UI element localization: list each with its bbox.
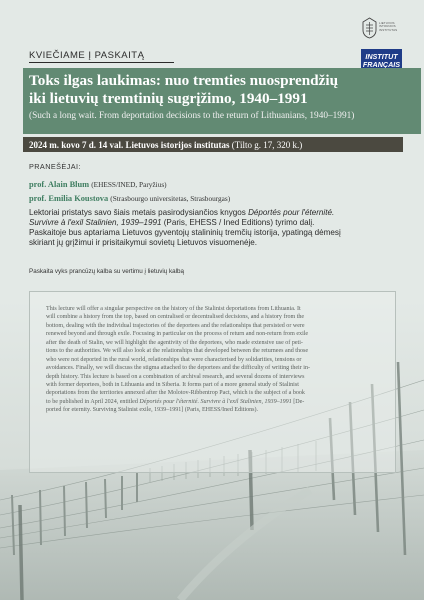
lead-text: (Paris, EHESS / Ined Editions) tyrimo dalį. — [161, 218, 315, 228]
lead-line-4: skiriant jų grįžimui ir prisitaikymui sovietų Lietuvos visuomenėje. — [29, 238, 258, 248]
abstract-line: after the death of Stalin, we will highlight the agentivity of the deportees, who made extensive use of peti- — [46, 339, 303, 346]
date-venue: 2024 m. kovo 7 d. 14 val. Lietuvos istorijos institutas — [29, 139, 230, 150]
book-title: Déportés pour l'éternité. Survivre à l'exil Stalinien, 1939–1991 — [139, 398, 292, 405]
abstract-line: ported for eternity. Surviving Stalinist exile, 1939–1991] (Paris, EHESS/Ined Editions). — [46, 407, 259, 414]
abstract-line: will combine a history from the top, based on centralised or decentralised decisions, and a history from the — [46, 314, 305, 321]
abstract-text — [46, 305, 386, 415]
abstract-line: This lecture will offer a singular perspective on the history of the Stalinist deportations from Lithuania. It — [46, 306, 301, 312]
abstract-line: avoidances. Finally, we will discuss the stigma attached to the deportees and the difficulty of writing their in- — [46, 365, 310, 372]
date-venue-band — [23, 137, 403, 152]
title-band — [23, 68, 421, 134]
abstract-box — [29, 291, 396, 473]
lead-line-3: Paskaitoje bus aptariama Lietuvos gyventojų stalininių tremčių istorija, ypatingą dėmesį — [29, 228, 341, 238]
speaker-2 — [29, 193, 230, 204]
abstract-line: deportations from the territories annexed after the Molotov-Ribbentrop Pact, which is the subject of a book — [46, 390, 305, 397]
title-english-subtitle: (Such a long wait. From deportation decisions to the return of Lithuanians, 1940–1991) — [29, 111, 355, 121]
title-line-1: Toks ilgas laukimas: nuo tremties nuosprendžių — [29, 72, 339, 89]
lead-line-1 — [29, 208, 409, 218]
book-title: Survivre à l'exil Stalinien, 1939–1991 — [29, 218, 162, 228]
kicker-text: KVIEČIAME Į PASKAITĄ — [29, 50, 145, 61]
abstract-line: renewed beyond and through exile. Focusing in particular on the process of return and non-return from exile — [46, 331, 309, 338]
speakers-label: PRANEŠĖJAI: — [29, 162, 81, 171]
speaker-1 — [29, 179, 167, 190]
speaker-name: prof. Emilia Koustova — [29, 194, 109, 203]
language-note: Paskaita vyks prancūzų kalba su vertimu į lietuvių kalbą — [29, 268, 185, 275]
date-venue-text — [29, 139, 302, 151]
speaker-affiliation: (Strasbourgo universitetas, Strasbourgas) — [110, 194, 231, 203]
abstract-line: who were not deported in the rural world, relationships that were characterised by solidarities, tensions or — [46, 356, 302, 363]
abstract-text-part: [De- — [291, 398, 305, 405]
speaker-name: prof. Alain Blum — [29, 180, 90, 189]
logo-line-2: FRANÇAIS — [362, 59, 401, 69]
abstract-line: tions to the authorities. We will also look at the relationships that developed between the returnees and those — [46, 348, 309, 355]
institute-emblem-icon — [362, 17, 377, 39]
abstract-text-part: to be published in April 2024, entitled — [46, 398, 140, 405]
book-title: Déportés pour l'éternité. — [248, 208, 335, 217]
partner-logo-text: LIETUVOS ISTORIJOS INSTITUTAS — [379, 21, 398, 32]
logo-line-1: INSTITUT — [365, 52, 398, 61]
kicker-divider — [29, 62, 174, 63]
partner-logo — [360, 15, 410, 41]
abstract-line: with former deportees, both in Lithuania and in Siberia. It forms part of a more general study of Stalinist — [46, 381, 299, 388]
abstract-line: depth history. This lecture is based on a combination of archival research, and several dozens of interviews — [46, 373, 305, 380]
lead-text: Lektoriai pristatys savo šiais metais pasirodysiančios knygos — [29, 208, 249, 217]
lead-line-2 — [29, 218, 409, 228]
abstract-line: bottom, dealing with the individual trajectories of the deportees and the relationships that persisted or were — [46, 322, 305, 329]
title-line-2: iki lietuvių tremtinių sugrįžimo, 1940–1991 — [29, 90, 308, 107]
venue-address: (Tilto g. 17, 320 k.) — [231, 139, 303, 150]
speaker-affiliation: (EHESS/INED, Paryžius) — [91, 180, 167, 189]
lead-paragraph — [29, 208, 409, 248]
abstract-line — [46, 398, 386, 406]
